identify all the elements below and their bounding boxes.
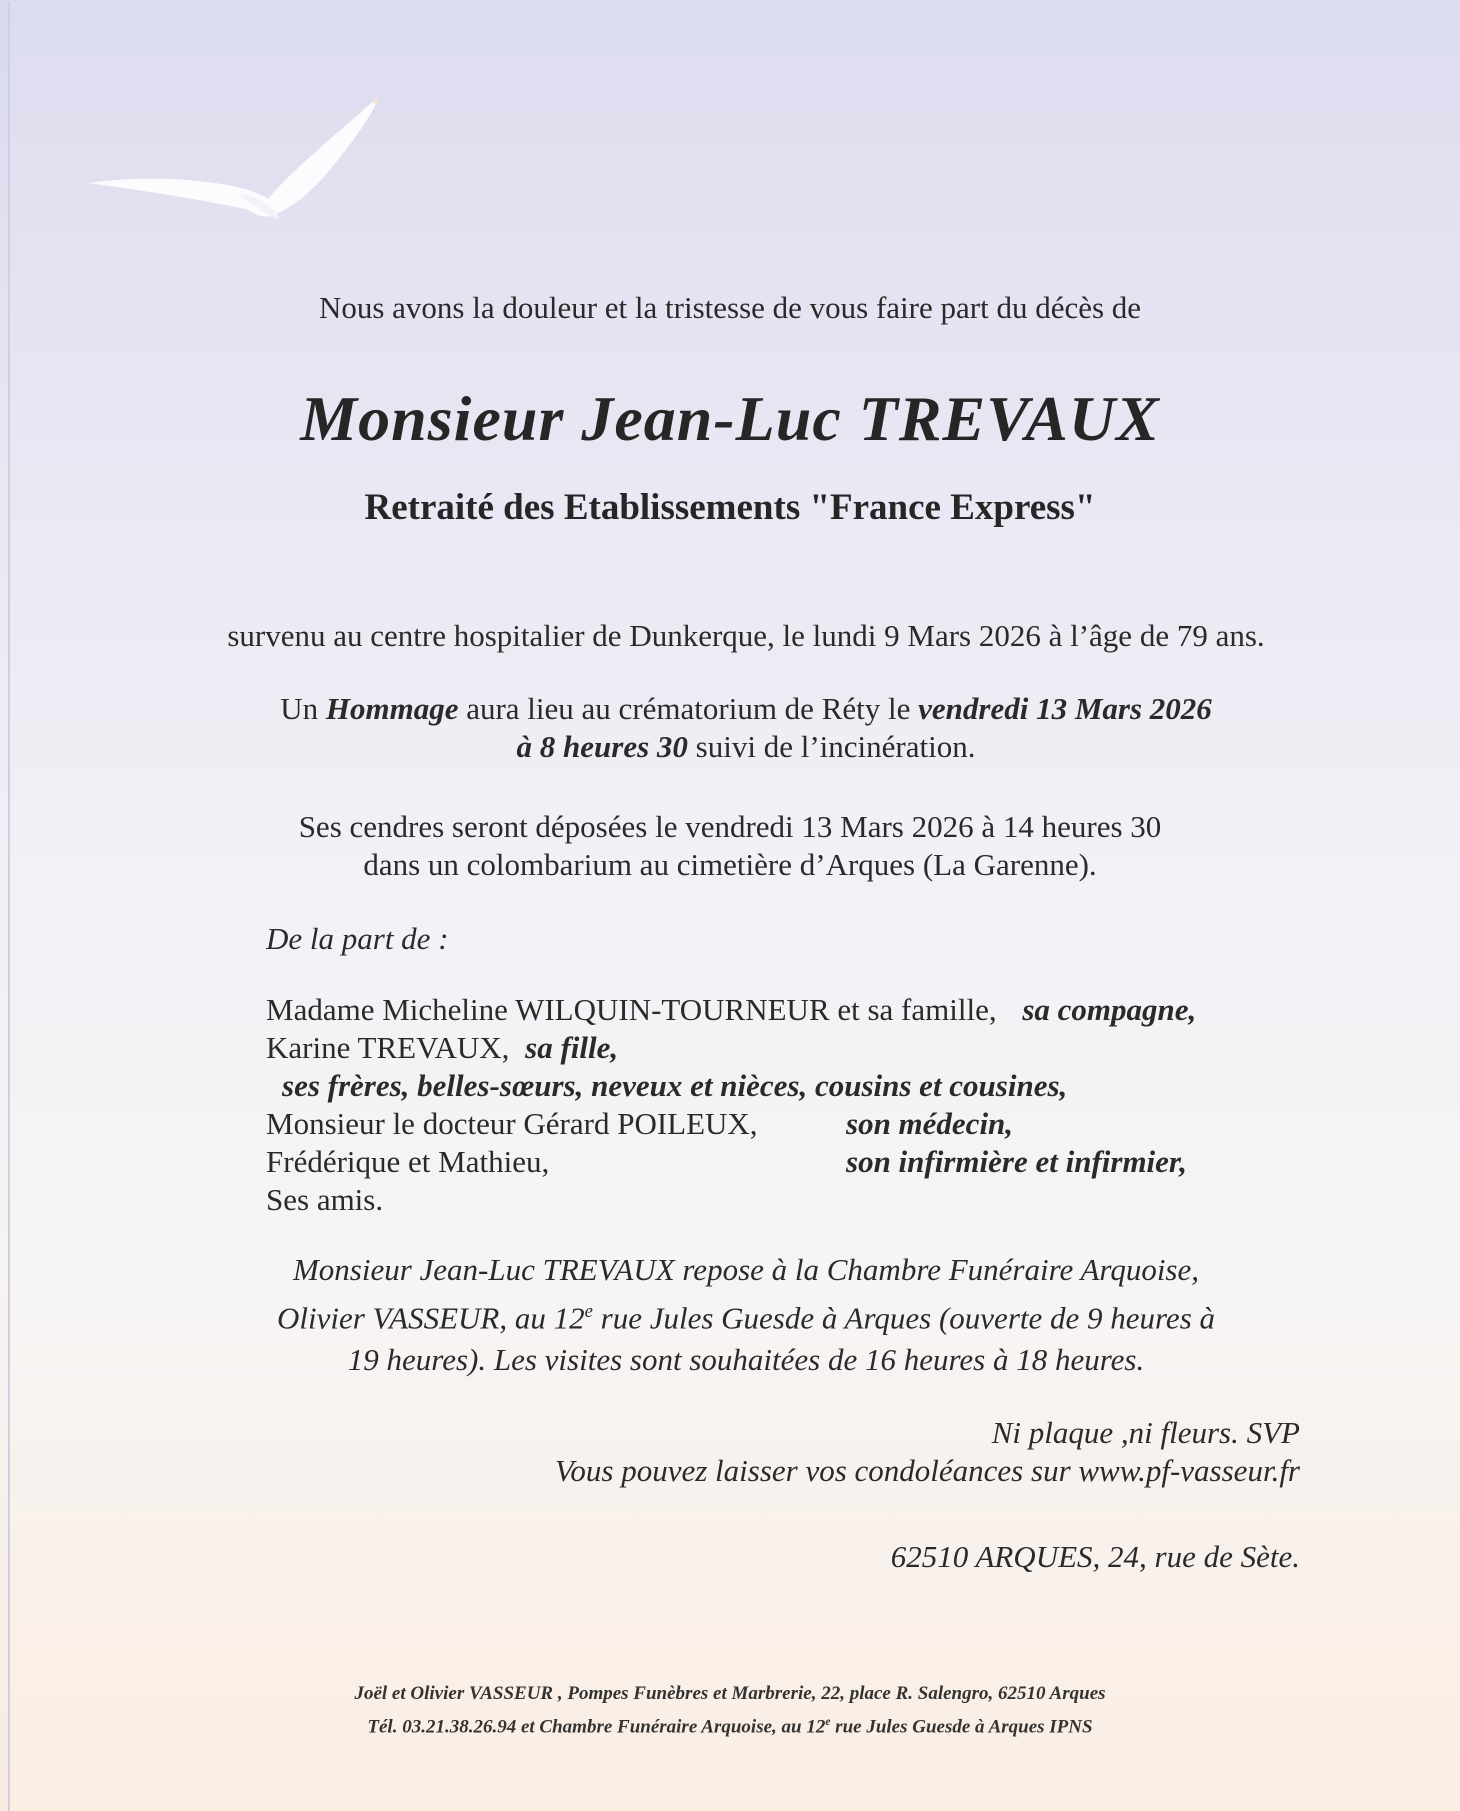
family-name: Monsieur le docteur Gérard POILEUX, <box>266 1106 758 1141</box>
family-row <box>282 1067 1067 1105</box>
ashes-line2: dans un colombarium au cimetière d’Arques (La Garenne). <box>363 847 1097 882</box>
family-row <box>266 991 1196 1029</box>
repose-line2-sup: e <box>584 1301 593 1322</box>
family-row <box>266 1181 383 1219</box>
family-relation-col <box>846 1105 1013 1143</box>
footer-line1: Joël et Olivier VASSEUR , Pompes Funèbres et Marbrerie, 22, place R. Salengro, 62510 Arques <box>354 1683 1106 1704</box>
family-relation: sa compagne, <box>1022 992 1197 1027</box>
family-row <box>266 1143 549 1181</box>
repose-line2-pre: Olivier VASSEUR, au 12 <box>276 1300 585 1336</box>
deceased-name: Monsieur Jean-Luc TREVAUX <box>300 383 1160 454</box>
family-name: Frédérique et Mathieu, <box>266 1144 550 1179</box>
seagull-icon <box>88 95 428 245</box>
family-relation: ses frères, belles-sœurs, neveux et nièces, cousins et cousines, <box>282 1068 1068 1103</box>
no-flowers-note: Ni plaque ,ni fleurs. SVP <box>991 1415 1300 1450</box>
footer-line2-pre: Tél. 03.21.38.26.94 et Chambre Funéraire Arquoise, au 12 <box>367 1716 826 1738</box>
family-relation: son médecin, <box>846 1106 1014 1141</box>
repose-line1: Monsieur Jean-Luc TREVAUX repose à la Chambre Funéraire Arquoise, <box>292 1252 1200 1287</box>
ashes-details <box>0 808 1460 884</box>
family-row <box>266 1105 758 1143</box>
homage-details <box>0 690 1460 766</box>
homage-time: à 8 heures 30 <box>516 729 688 764</box>
footer-line2-post: rue Jules Guesde à Arques IPNS <box>830 1716 1093 1738</box>
family-address: 62510 ARQUES, 24, rue de Sète. <box>890 1539 1300 1574</box>
homage-date: vendredi 13 Mars 2026 <box>918 691 1212 726</box>
homage-mid: aura lieu au crématorium de Réty le <box>458 691 919 726</box>
homage-word: Hommage <box>325 691 459 726</box>
ashes-line1: Ses cendres seront déposées le vendredi 13 Mars 2026 à 14 heures 30 <box>298 809 1162 844</box>
repose-line3: 19 heures). Les visites sont souhaitées de 16 heures à 18 heures. <box>347 1342 1145 1378</box>
funeral-home-footer <box>0 1680 1460 1741</box>
repose-line2-post: rue Jules Guesde à Arques (ouverte de 9 heures à <box>592 1300 1216 1336</box>
condolences-note: Vous pouvez laisser vos condoléances sur www.pf-vasseur.fr <box>554 1453 1300 1488</box>
footer-line2-sup: e <box>825 1716 831 1728</box>
family-relation: sa fille, <box>525 1030 619 1065</box>
from-label: De la part de : <box>266 921 449 956</box>
homage-post: suivi de l’incinération. <box>687 729 976 764</box>
family-name: Madame Micheline WILQUIN-TOURNEUR et sa famille, <box>266 992 997 1027</box>
family-name: Ses amis. <box>266 1182 384 1217</box>
repose-details <box>0 1249 1460 1381</box>
closing-notes <box>555 1414 1300 1490</box>
family-relation-col <box>846 1143 1187 1181</box>
homage-pre: Un <box>280 691 326 726</box>
intro-text: Nous avons la douleur et la tristesse de vous faire part du décès de <box>318 290 1142 325</box>
family-name: Karine TREVAUX, <box>266 1030 510 1065</box>
family-relation: son infirmière et infirmier, <box>846 1144 1188 1179</box>
death-announcement: survenu au centre hospitalier de Dunkerque, le lundi 9 Mars 2026 à l’âge de 79 ans. <box>227 618 1265 653</box>
deceased-occupation: Retraité des Etablissements "France Express" <box>364 487 1096 528</box>
family-row <box>266 1029 618 1067</box>
